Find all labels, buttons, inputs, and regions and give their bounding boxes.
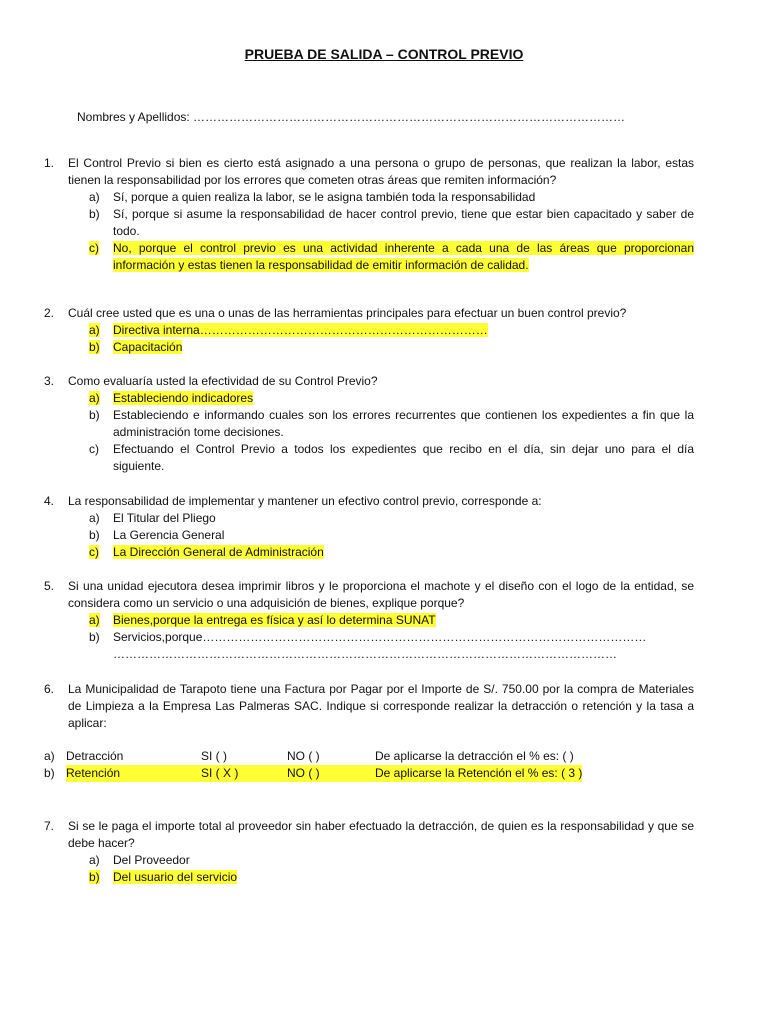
question-text: La Municipalidad de Tarapoto tiene una Factura por Pagar por el Importe de S/. 750.00 por la compra de Materiales de Limpieza a la Empresa Las Palmeras SAC. Indique si corresponde realizar la detracción o retención y la tasa a aplicar:: [68, 682, 694, 730]
question-text: Como evaluaría usted la efectividad de su Control Previo?: [68, 374, 378, 388]
option-a: a) Sí, porque a quien realiza la labor, se le asigna también toda la responsabilidad: [89, 190, 536, 204]
option-b: b) Estableciendo e informando cuales son los errores recurrentes que contienen los expedientes a fin que la administración tome decisiones.: [89, 408, 694, 439]
option-a-selected: a) Bienes,porque la entrega es física y así lo determina SUNAT: [89, 613, 436, 627]
option-a: a) Del Proveedor: [89, 853, 190, 867]
option-b: b) La Gerencia General: [89, 528, 225, 542]
option-c-selected: c) La Dirección General de Administración: [89, 545, 324, 559]
detraccion-retencion-table: [44, 748, 694, 782]
page-title: PRUEBA DE SALIDA – CONTROL PREVIO: [244, 46, 524, 62]
names-field: Nombres y Apellidos: ………………………………………………………………………………………………: [77, 110, 626, 124]
question-4: [44, 493, 694, 561]
question-number: 7.: [44, 819, 55, 833]
question-6: [44, 681, 694, 732]
question-text: Si se le paga el importe total al proveedor sin haber efectuado la detracción, de quien es la responsabilidad y que se debe hacer?: [68, 819, 694, 850]
question-7: [44, 818, 694, 886]
question-number: 6.: [44, 682, 55, 696]
option-c-selected: c) No, porque el control previo es una actividad inherente a cada una de las áreas que proporcionan información y estas tienen la responsabilidad de emitir información de calidad.: [89, 241, 694, 272]
question-number: 2.: [44, 306, 55, 320]
question-2: [44, 305, 694, 356]
option-a: a) El Titular del Pliego: [89, 511, 216, 525]
option-b: b) Servicios,porque…………………………………………………………………………………………………: [89, 630, 647, 644]
question-5: [44, 578, 694, 663]
row-retencion-selected: b) Retención SI ( X ) NO ( ) De aplicarse la Retención el % es: ( 3 ): [44, 766, 583, 780]
option-b-selected: b) Capacitación: [89, 340, 183, 354]
question-number: 3.: [44, 374, 55, 388]
question-number: 5.: [44, 579, 55, 593]
question-text: Si una unidad ejecutora desea imprimir libros y le proporciona el machote y el diseño con el logo de la entidad, se considera como un servicio o una adquisición de bienes, explique porque?: [68, 579, 694, 610]
question-3: [44, 373, 694, 475]
question-number: 4.: [44, 494, 55, 508]
option-a-selected: a) Directiva interna………………………………………………………………: [89, 323, 488, 337]
row-detraccion: a) Detracción SI ( ) NO ( ) De aplicarse la detracción el % es: ( ): [44, 749, 574, 763]
question-text: El Control Previo si bien es cierto está asignado a una persona o grupo de personas, que realizan la labor, estas tienen la responsabilidad por los errores que cometen otras áreas que remiten información?: [68, 156, 694, 187]
answer-dotted-line: ………………………………………………………………………………………………………………: [113, 647, 617, 661]
question-1: [44, 155, 694, 274]
question-text: Cuál cree usted que es una o unas de las herramientas principales para efectuar un buen control previo?: [68, 306, 627, 320]
option-c: c) Efectuando el Control Previo a todos los expedientes que recibo en el día, sin dejar uno para el día siguiente.: [89, 442, 694, 473]
question-text: La responsabilidad de implementar y mantener un efectivo control previo, corresponde a:: [68, 494, 542, 508]
option-b-selected: b) Del usuario del servicio: [89, 870, 238, 884]
option-a-selected: a) Estableciendo indicadores: [89, 391, 254, 405]
option-b: b) Sí, porque si asume la responsabilidad de hacer control previo, tiene que estar bien capacitado y saber de todo.: [89, 207, 694, 238]
question-number: 1.: [44, 156, 55, 170]
